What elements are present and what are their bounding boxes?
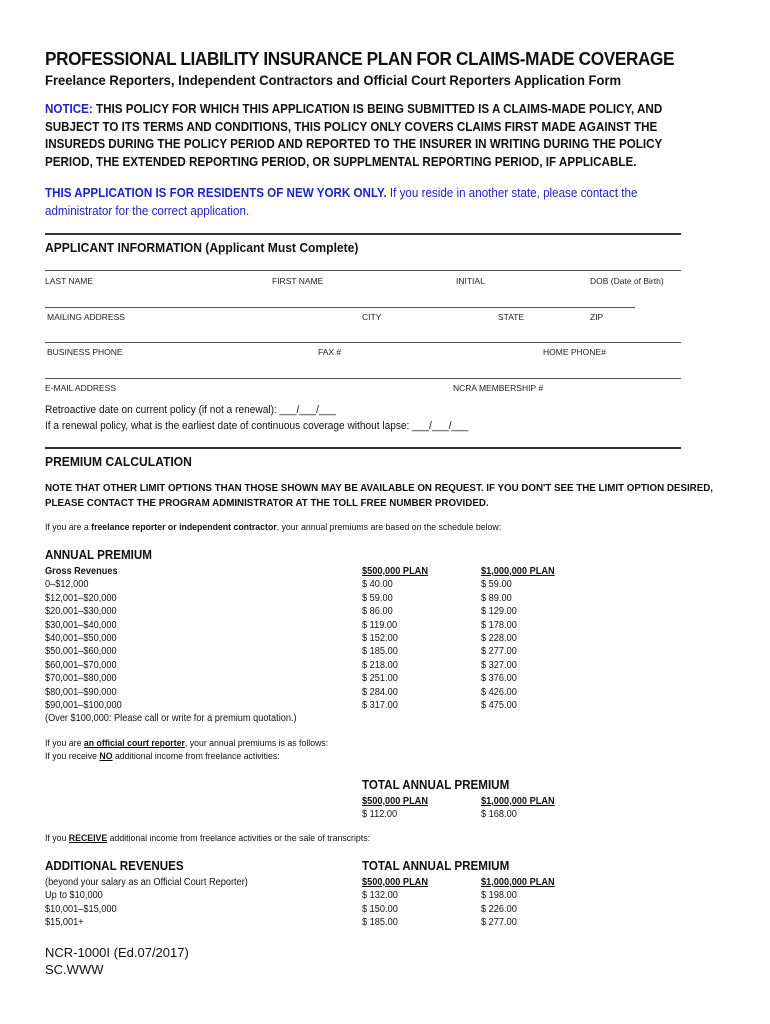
receive-income-line [45, 833, 370, 844]
premium-cell: $ 59.00 [362, 592, 393, 604]
zip-field[interactable]: ZIP [590, 312, 604, 322]
section-divider [45, 233, 681, 235]
initial-field[interactable]: INITIAL [456, 276, 485, 286]
state-field[interactable]: STATE [498, 312, 525, 322]
premium-cell: $ 152.00 [362, 632, 398, 644]
premium-cell: $ 86.00 [362, 606, 393, 618]
email-field[interactable]: E-MAIL ADDRESS [45, 383, 117, 393]
city-field[interactable]: CITY [362, 312, 382, 322]
range-cell: $40,001–$50,000 [45, 632, 117, 644]
premium-cell: $ 198.00 [481, 890, 517, 902]
field-line [45, 270, 681, 271]
page-subtitle: Freelance Reporters, Independent Contractors and Official Court Reporters Application Form [45, 72, 622, 88]
premium-cell: $ 226.00 [481, 903, 517, 915]
no-income-line [45, 751, 280, 762]
premium-cell: $ 178.00 [481, 619, 517, 631]
page-title: PROFESSIONAL LIABILITY INSURANCE PLAN FOR CLAIMS-MADE COVERAGE [45, 48, 675, 69]
court-text: If you receive [45, 751, 100, 762]
receive-bold: RECEIVE [68, 833, 108, 844]
freelance-intro [45, 522, 501, 533]
retroactive-date-field[interactable]: Retroactive date on current policy (if not a renewal): ___/___/___ [45, 404, 336, 416]
court-reporter-line [45, 738, 328, 749]
range-cell: $90,001–$100,000 [45, 699, 122, 711]
plan-1m-header: $1,000,000 PLAN [481, 877, 555, 888]
premium-cell: $ 40.00 [362, 579, 393, 591]
plan-500k-column [362, 565, 428, 712]
notice-block [45, 101, 696, 171]
premium-cell: $ 185.00 [362, 646, 398, 658]
intro-text: If you are a [45, 522, 92, 533]
range-cell: $70,001–$80,000 [45, 673, 117, 685]
over-100k-note: (Over $100,000: Please call or write for a premium quotation.) [45, 713, 297, 725]
range-cell: $12,001–$20,000 [45, 592, 117, 604]
range-cell: $80,001–$90,000 [45, 686, 117, 698]
intro-bold: freelance reporter or independent contractor [91, 522, 277, 533]
plan-500k-header: $500,000 PLAN [362, 796, 428, 807]
premium-cell: $ 185.00 [362, 917, 398, 929]
fax-field[interactable]: FAX # [318, 347, 342, 357]
field-line [45, 378, 681, 379]
premium-cell: $ 59.00 [481, 579, 512, 591]
premium-cell: $ 129.00 [481, 606, 517, 618]
additional-1m-column [481, 876, 555, 930]
total-premium-heading-2: TOTAL ANNUAL PREMIUM [362, 859, 510, 873]
section-divider [45, 447, 681, 449]
field-line [45, 342, 681, 343]
premium-cell: $ 277.00 [481, 646, 517, 658]
ncra-membership-field[interactable]: NCRA MEMBERSHIP # [453, 383, 544, 393]
notice-label: NOTICE: [45, 102, 93, 116]
court-text: , your annual premiums is as follows: [184, 738, 329, 749]
premium-cell: $ 112.00 [362, 809, 398, 821]
premium-cell: $ 327.00 [481, 659, 517, 671]
range-cell: $60,001–$70,000 [45, 659, 117, 671]
limit-options-note: NOTE THAT OTHER LIMIT OPTIONS THAN THOSE SHOWN MAY BE AVAILABLE ON REQUEST. IF YOU DON'T SEE THE LIMIT OPTION DESIRED, PLEASE CONTACT THE PROGRAM ADMINISTRATOR AT THE TOLL FREE NUMBER PROVIDED. [45, 482, 714, 509]
premium-cell: $ 89.00 [481, 592, 512, 604]
court-text: If you are [45, 738, 84, 749]
plan-1m-column [481, 565, 555, 712]
intro-text: , your annual premiums are based on the schedule below: [276, 522, 502, 533]
continuous-coverage-field[interactable]: If a renewal policy, what is the earliest date of continuous coverage without lapse: ___/___/___ [45, 420, 469, 432]
gross-revenues-header: Gross Revenues [45, 566, 118, 577]
court-bold: an official court reporter [83, 738, 185, 749]
premium-cell: $ 168.00 [481, 809, 517, 821]
annual-premium-heading: ANNUAL PREMIUM [45, 548, 152, 562]
court-500k-column [362, 795, 428, 822]
notice-text: THIS POLICY FOR WHICH THIS APPLICATION IS BEING SUBMITTED IS A CLAIMS-MADE POLICY, AND SUBJECT TO ITS TERMS AND CONDITIONS, THIS POLICY ONLY COVERS CLAIMS FIRST MADE AGAINST THE INSUREDS DURING THE POLICY PERIOD AND REPORTED TO THE INSURER IN WRITING DURING THE POLICY PERIOD, THE EXTENDED REPORTING PERIOD, OR SUPPLMENTAL REPORTING PERIOD, IF APPLICABLE. [45, 102, 663, 169]
receive-text: If you [45, 833, 69, 844]
premium-cell: $ 132.00 [362, 890, 398, 902]
revenue-cell: $15,001+ [45, 917, 84, 929]
form-number: NCR-1000I (Ed.07/2017) [45, 945, 189, 960]
premium-cell: $ 150.00 [362, 903, 398, 915]
premium-cell: $ 426.00 [481, 686, 517, 698]
premium-cell: $ 228.00 [481, 632, 517, 644]
revenue-cell: Up to $10,000 [45, 890, 103, 902]
premium-heading: PREMIUM CALCULATION [45, 454, 192, 469]
first-name-field[interactable]: FIRST NAME [272, 276, 324, 286]
premium-cell: $ 218.00 [362, 659, 398, 671]
gross-revenues-column [45, 565, 297, 726]
premium-cell: $ 251.00 [362, 673, 398, 685]
field-line [45, 307, 635, 308]
total-premium-heading: TOTAL ANNUAL PREMIUM [362, 778, 510, 792]
premium-cell: $ 376.00 [481, 673, 517, 685]
range-cell: $50,001–$60,000 [45, 646, 117, 658]
range-cell: $20,001–$30,000 [45, 606, 117, 618]
applicant-heading: APPLICANT INFORMATION (Applicant Must Complete) [45, 240, 359, 255]
revenue-cell: (beyond your salary as an Official Court Reporter) [45, 877, 248, 888]
additional-revenues-heading: ADDITIONAL REVENUES [45, 859, 184, 873]
range-cell: $30,001–$40,000 [45, 619, 117, 631]
residents-bold: THIS APPLICATION IS FOR RESIDENTS OF NEW YORK ONLY. [45, 186, 387, 200]
premium-cell: $ 475.00 [481, 699, 517, 711]
premium-cell: $ 277.00 [481, 917, 517, 929]
revenue-cell: $10,001–$15,000 [45, 903, 117, 915]
business-phone-field[interactable]: BUSINESS PHONE [47, 347, 123, 357]
mailing-address-field[interactable]: MAILING ADDRESS [47, 312, 125, 322]
residents-notice [45, 184, 696, 220]
form-code: SC.WWW [45, 962, 104, 977]
plan-500k-header: $500,000 PLAN [362, 566, 428, 577]
court-text: additional income from freelance activities: [112, 751, 280, 762]
plan-1m-header: $1,000,000 PLAN [481, 796, 555, 807]
premium-cell: $ 317.00 [362, 699, 398, 711]
additional-500k-column [362, 876, 428, 930]
last-name-field[interactable]: LAST NAME [45, 276, 94, 286]
premium-cell: $ 119.00 [362, 619, 398, 631]
plan-1m-header: $1,000,000 PLAN [481, 566, 555, 577]
residents-text: If you reside in another state, please contact the administrator for the correct application. [45, 186, 638, 218]
plan-500k-header: $500,000 PLAN [362, 877, 428, 888]
home-phone-field[interactable]: HOME PHONE# [543, 347, 606, 357]
court-1m-column [481, 795, 555, 822]
dob-field[interactable]: DOB (Date of Birth) [590, 276, 664, 286]
additional-revenues-column [45, 876, 248, 930]
range-cell: 0–$12,000 [45, 579, 89, 591]
premium-cell: $ 284.00 [362, 686, 398, 698]
court-bold: NO [99, 751, 113, 762]
receive-text: additional income from freelance activities or the sale of transcripts: [107, 833, 371, 844]
